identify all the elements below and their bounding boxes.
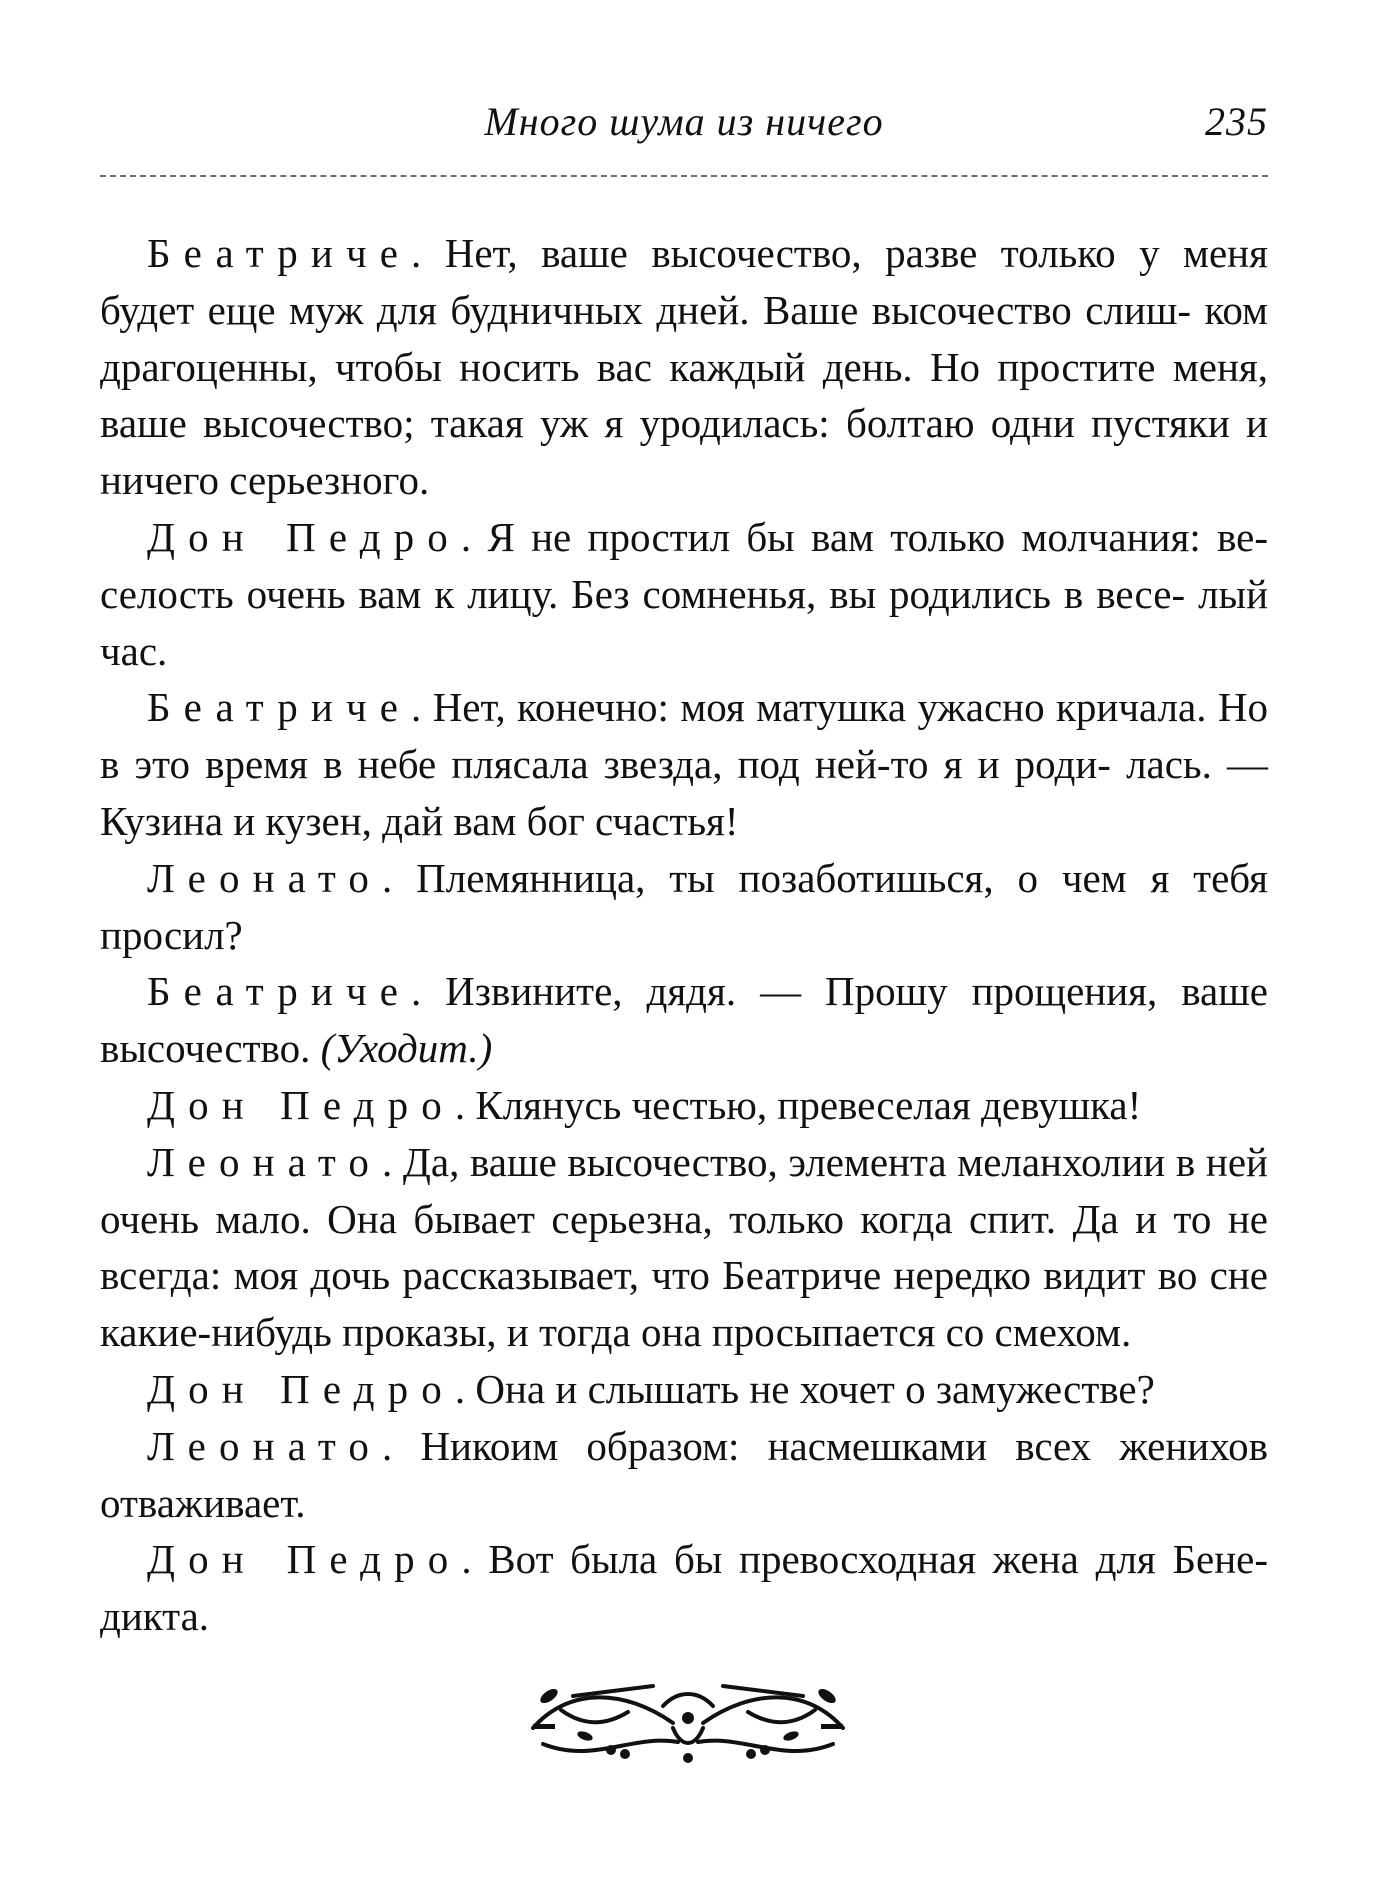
speech-line: Племянница, ты позаботишься, о чем я тебя (392, 854, 1268, 901)
floral-tailpiece-icon (513, 1668, 863, 1768)
header-rule (100, 175, 1268, 177)
speaker-name: Беатриче (147, 684, 412, 731)
speech-line: видит во сне какие-нибудь проказы, и тогда она просыпается (100, 1252, 1269, 1356)
speech-beatrice-1: Беатриче. Нет, ваше высочество, разве только у меня будет еще муж для будничных дней. Ваше высочество слиш- ком драгоценны, чтобы носить вас каждый день. Но простите меня, ваше высочество; такая уж я уродилась: болтаю одни пустяки и ничего серьезного. (100, 230, 1269, 504)
speech-beatrice-2: Беатриче. Нет, конечно: моя матушка ужасно кричала. Но в это время в небе плясала звезда, под ней-то я и роди- лась. — Кузина и кузен, дай вам бог счастья! (100, 684, 1269, 844)
speech-leonato-3: Леонато. Никоим образом: насмешками всех женихов отваживает. (100, 1422, 1268, 1526)
speech-line: селость очень вам к лицу. Без сомненья, вы родились в весе- (100, 570, 1186, 617)
speaker-name: Беатриче (147, 230, 412, 276)
speech-line: высочество. (100, 1025, 311, 1072)
speaker-name: Дон Педро (147, 1536, 462, 1583)
speech-line: дикта. (100, 1593, 210, 1640)
running-title: Много шума из ничего (484, 99, 884, 144)
speech-line: меня, ваше высочество; такая уж я уродилась: болтаю одни (100, 343, 1269, 447)
speech-line: со смехом. (945, 1309, 1132, 1356)
speech-don-pedro-3: Дон Педро. Она и слышать не хочет о замужестве? (147, 1365, 1155, 1412)
speech-line: ней очень мало. Она бывает серьезна, только когда спит. Да и (100, 1138, 1268, 1242)
speech-line: Она и слышать не хочет о замужестве? (465, 1365, 1155, 1412)
speech-don-pedro-1: Дон Педро. Я не простил бы вам только молчания: ве- селость очень вам к лицу. Без сомненья, вы родились в весе- лый час. (100, 513, 1269, 674)
speech-line: Никоим образом: насмешками всех женихов (392, 1422, 1268, 1469)
speech-line: Нет, конечно: моя матушка ужасно кричала. (421, 684, 1207, 731)
speaker-name: Дон Педро (147, 1081, 455, 1128)
speech-line: Клянусь честью, превеселая девушка! (465, 1081, 1142, 1128)
speech-line: отваживает. (100, 1479, 306, 1526)
speech-line: Извините, дядя. — Прошу прощения, ваше (421, 968, 1268, 1015)
speech-line: то не всегда: моя дочь рассказывает, что Беатриче нередко (100, 1195, 1268, 1299)
speech-line: Но в это время в небе плясала звезда, под ней-то я и роди- (100, 684, 1269, 788)
speaker-name: Леонато (147, 1138, 383, 1185)
speech-line: просил? (100, 911, 243, 958)
speech-beatrice-3: Беатриче. Извините, дядя. — Прошу прощения, ваше высочество. (Уходит.) (100, 968, 1268, 1072)
running-head (100, 98, 1268, 168)
speech-don-pedro-4: Дон Педро. Вот была бы превосходная жена для Бене- дикта. (100, 1536, 1268, 1640)
page-number: 235 (1205, 99, 1268, 144)
speech-line: пустяки и ничего серьезного. (100, 400, 1268, 504)
speaker-name: Леонато (147, 1422, 383, 1469)
speech-line: будет еще муж для будничных дней. Ваше высочество слиш- (100, 286, 1192, 333)
speech-line: лый час. (100, 570, 1269, 674)
speaker-name: Леонато (147, 854, 383, 901)
speech-line: Вот была бы превосходная жена для Бене- (471, 1536, 1268, 1583)
dialogue-text (100, 225, 1268, 1645)
speech-line: Я не простил бы вам только молчания: ве- (471, 513, 1268, 560)
speech-leonato-2: Леонато. Да, ваше высочество, элемента меланхолии в ней очень мало. Она бывает серьезна, только когда спит. Да и то не всегда: моя дочь рассказывает, что Беатриче нередко видит во сне какие-нибудь проказы, и тогда она просыпается со смехом. (100, 1138, 1269, 1356)
speaker-name: Дон Педро (147, 513, 461, 560)
speech-line: Да, ваше высочество, элемента меланхолии в (392, 1138, 1196, 1185)
speech-line: Нет, ваше высочество, разве только у меня (421, 230, 1268, 276)
speech-line: лась. — Кузина и кузен, дай вам бог счастья! (100, 741, 1268, 844)
speech-line: ком драгоценны, чтобы носить вас каждый день. Но простите (100, 286, 1268, 390)
stage-direction: (Уходит.) (320, 1025, 493, 1072)
speaker-name: Беатриче (147, 968, 412, 1015)
speech-leonato-1: Леонато. Племянница, ты позаботишься, о чем я тебя просил? (100, 854, 1268, 958)
speaker-name: Дон Педро (147, 1365, 455, 1412)
speech-don-pedro-2: Дон Педро. Клянусь честью, превеселая девушка! (147, 1081, 1142, 1128)
